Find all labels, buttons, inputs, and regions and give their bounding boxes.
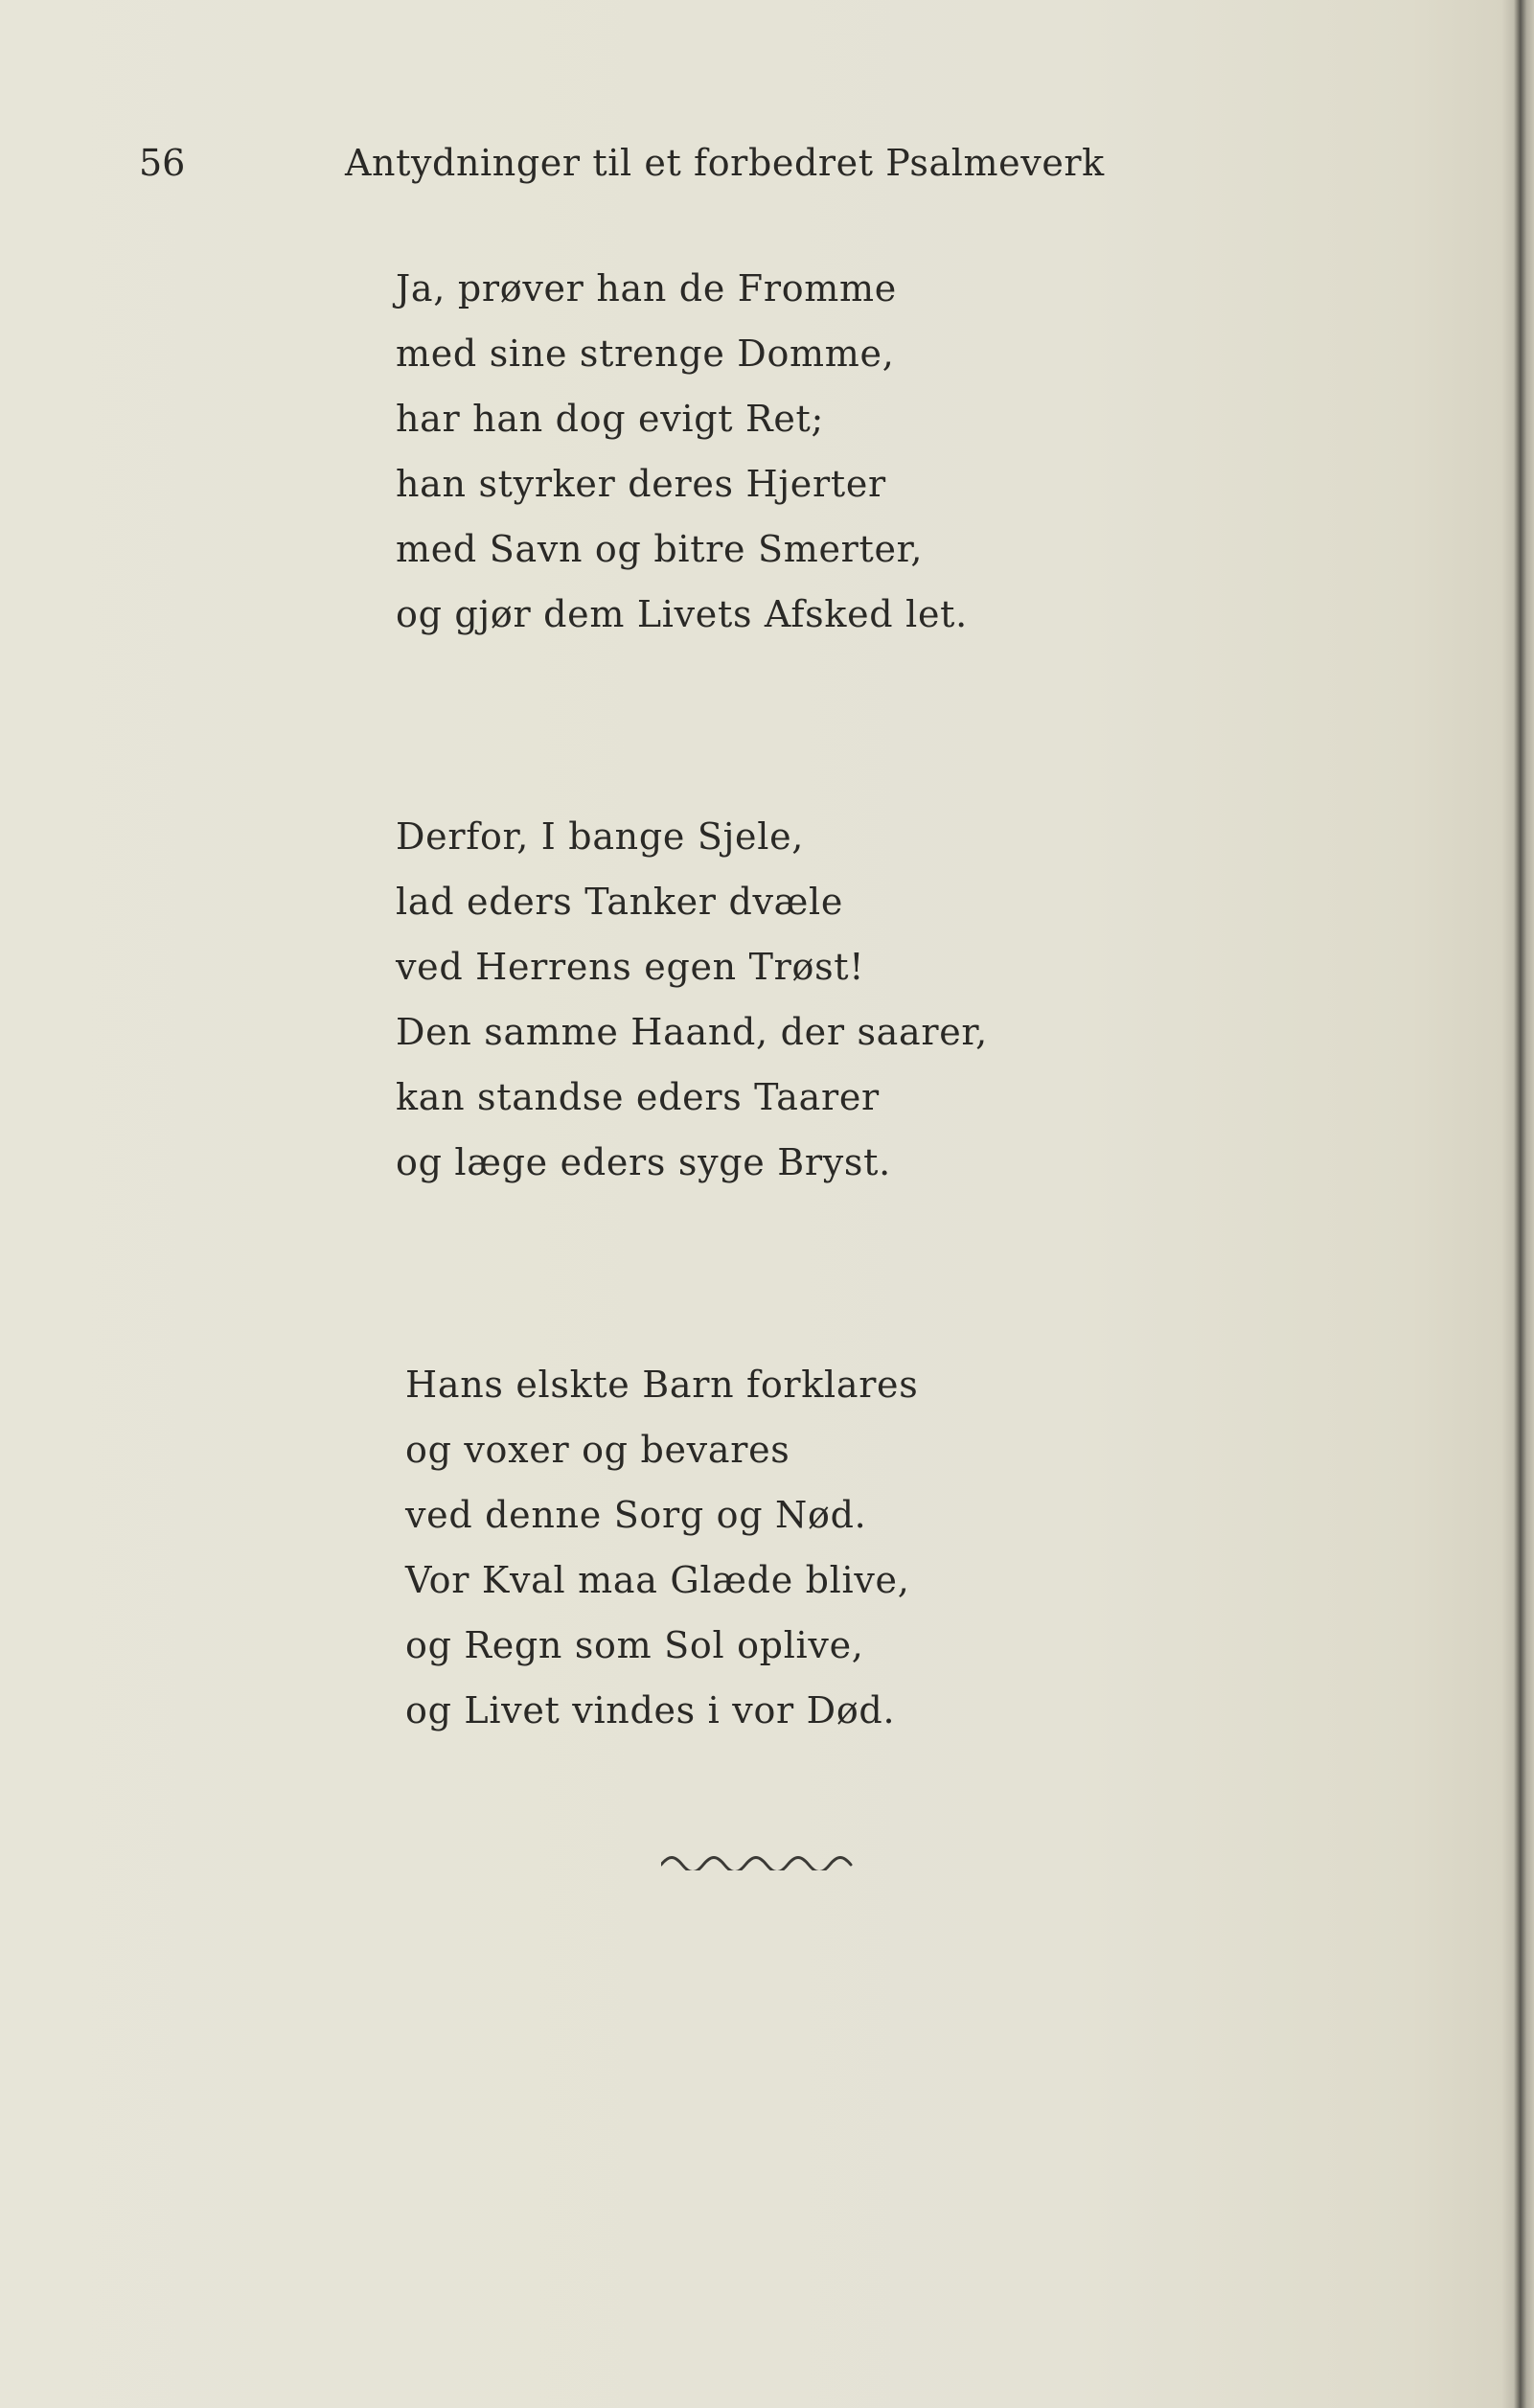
page-number: 56 — [139, 142, 186, 184]
page-edge-shadow — [1501, 0, 1534, 2408]
verse-line: Vor Kval maa Glæde blive, — [405, 1559, 910, 1601]
verse-line: med sine strenge Domme, — [396, 333, 895, 375]
verse-line: ved denne Sorg og Nød. — [405, 1494, 867, 1536]
running-title: Antydninger til et forbedret Psalmeverk — [345, 142, 1105, 184]
verse-line: Den samme Haand, der saarer, — [396, 1011, 988, 1053]
verse-line: og Livet vindes i vor Død. — [405, 1689, 896, 1731]
wavy-rule-icon — [661, 1849, 853, 1870]
verse-line: og læge eders syge Bryst. — [396, 1141, 891, 1183]
verse-line: med Savn og bitre Smerter, — [396, 528, 924, 570]
verse-line: ved Herrens egen Trøst! — [396, 946, 865, 988]
verse-line: lad eders Tanker dvæle — [396, 881, 844, 923]
stanza-1 — [396, 256, 1124, 647]
verse-line: og gjør dem Livets Afsked let. — [396, 593, 968, 635]
stanza-3 — [405, 1352, 1133, 1743]
verse-line: Hans elskte Barn forklares — [405, 1364, 919, 1406]
verse-line: han styrker deres Hjerter — [396, 463, 886, 505]
page-header — [139, 139, 1150, 187]
verse-line: Derfor, I bange Sjele, — [396, 815, 805, 858]
verse-line: kan standse eders Taarer — [396, 1076, 880, 1118]
stanza-2 — [396, 804, 1124, 1195]
verse-line: og Regn som Sol oplive, — [405, 1624, 864, 1666]
verse-line: har han dog evigt Ret; — [396, 398, 825, 440]
verse-line: og voxer og bevares — [405, 1429, 790, 1471]
verse-line: Ja, prøver han de Fromme — [396, 267, 897, 310]
